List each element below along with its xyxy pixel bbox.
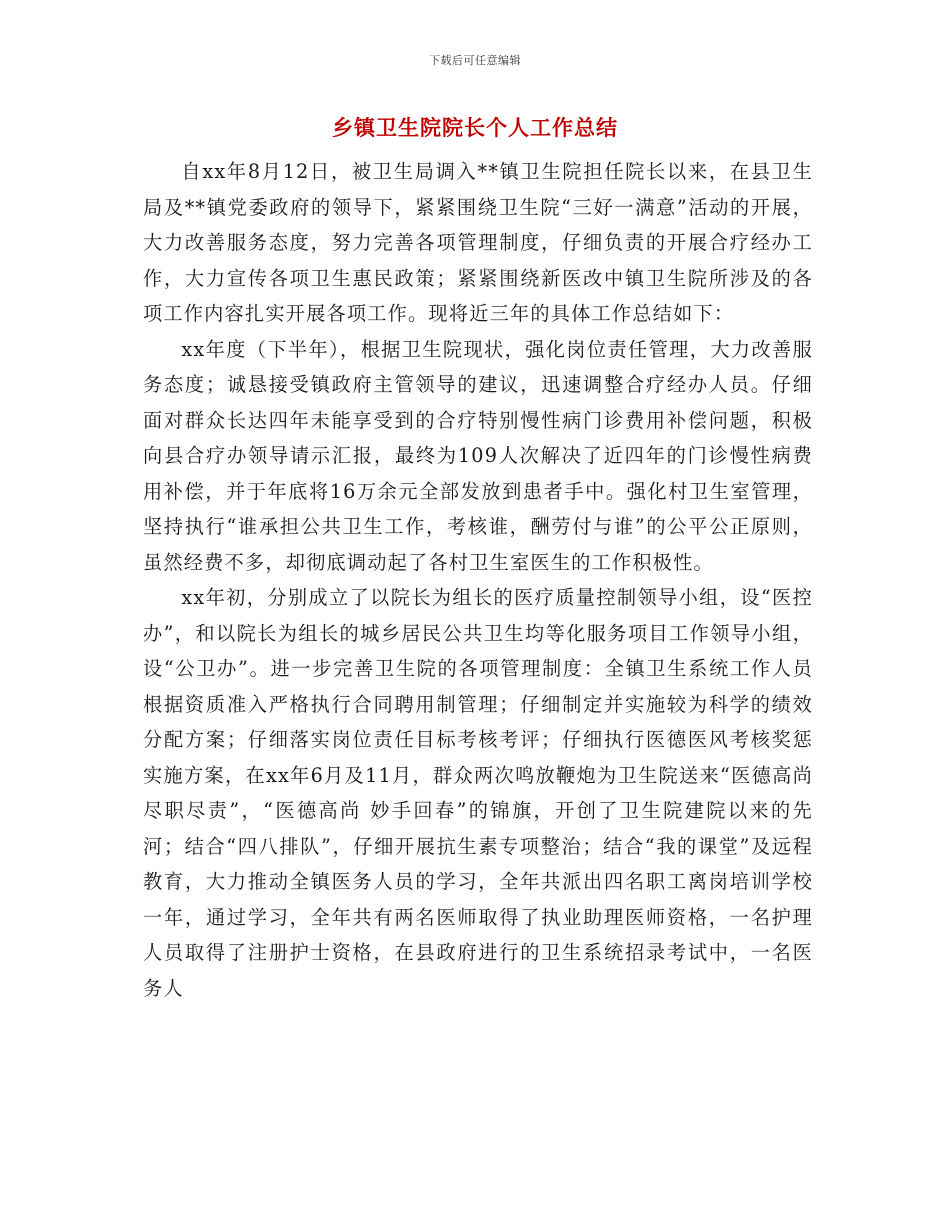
paragraph: xx年度（下半年），根据卫生院现状，强化岗位责任管理，大力改善服务态度；诚恳接受镇政府主管领导的建议，迅速调整合疗经办人员。仔细面对群众长达四年未能享受到的合疗特别慢性病门诊费用补偿问题，积极向县合疗办领导请示汇报，最终为109人次解决了近四年的门诊慢性病费用补偿，并于年底将16万余元全部发放到患者手中。强化村卫生室管理，坚持执行“谁承担公共卫生工作，考核谁，酬劳付与谁”的公平公正原则，虽然经费不多，却彻底调动起了各村卫生室医生的工作积极性。 [143, 337, 813, 574]
document-title: 乡镇卫生院院长个人工作总结 [332, 115, 618, 140]
document-body [143, 154, 813, 1006]
paragraph: 自xx年8月12日，被卫生局调入**镇卫生院担任院长以来，在县卫生局及**镇党委政府的领导下，紧紧围绕卫生院“三好一满意”活动的开展，大力改善服务态度，努力完善各项管理制度，仔细负责的开展合疗经办工作，大力宣传各项卫生惠民政策；紧紧围绕新医改中镇卫生院所涉及的各项工作内容扎实开展各项工作。现将近三年的具体工作总结如下： [143, 160, 813, 325]
paragraph: xx年初，分别成立了以院长为组长的医疗质量控制领导小组，设“医控办”，和以院长为组长的城乡居民公共卫生均等化服务项目工作领导小组，设“公卫办”。进一步完善卫生院的各项管理制度：全镇卫生系统工作人员根据资质准入严格执行合同聘用制管理；仔细制定并实施较为科学的绩效分配方案；仔细落实岗位责任目标考核考评；仔细执行医德医风考核奖惩实施方案，在xx年6月及11月，群众两次鸣放鞭炮为卫生院送来“医德高尚 尽职尽责”，“医德高尚 妙手回春”的锦旗，开创了卫生院建院以来的先河；结合“四八排队”，仔细开展抗生素专项整治；结合“我的课堂”及远程教育，大力推动全镇医务人员的学习，全年共派出四名职工离岗培训学校一年，通过学习，全年共有两名医师取得了执业助理医师资格，一名护理人员取得了注册护士资格，在县政府进行的卫生系统招录考试中，一名医务人 [143, 586, 813, 1000]
header-note: 下载后可任意编辑 [429, 54, 521, 67]
